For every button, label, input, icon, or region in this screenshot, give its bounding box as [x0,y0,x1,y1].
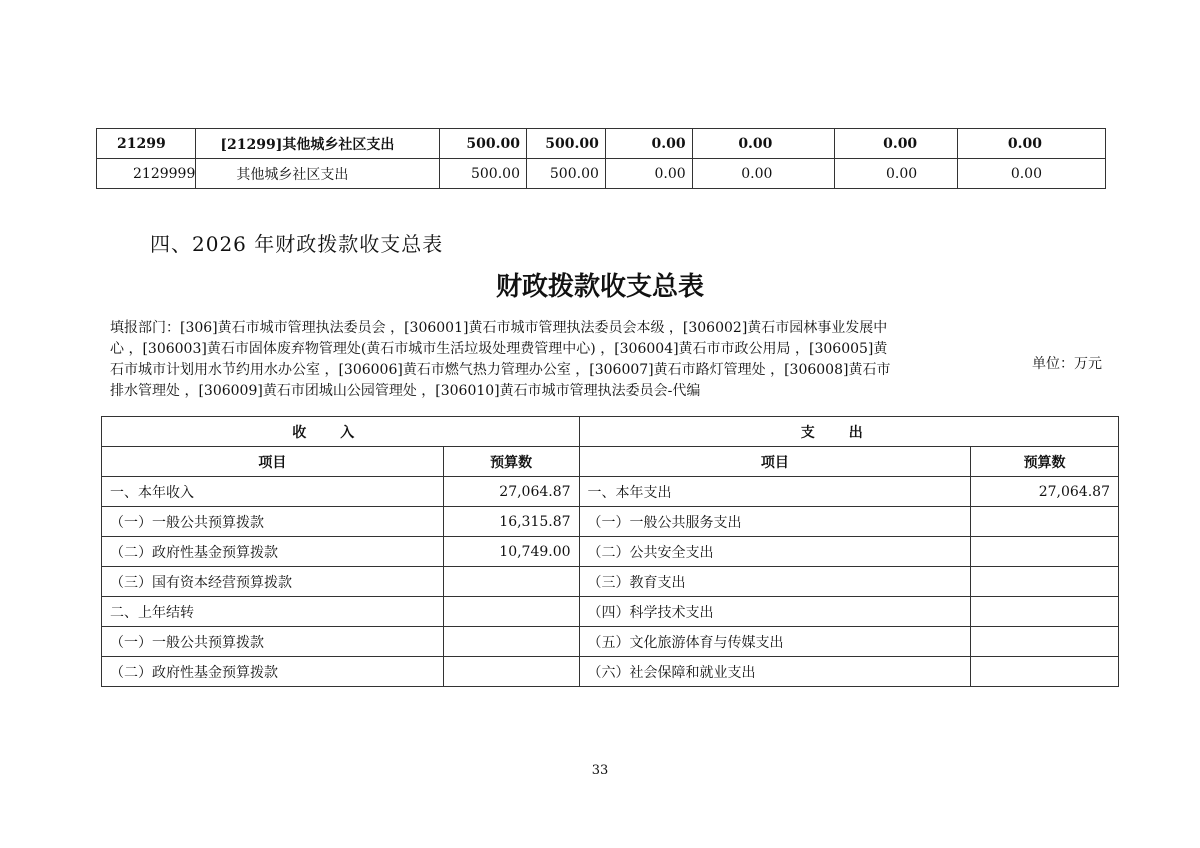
column-header-budget: 预算数 [971,447,1119,477]
expenditure-continuation-table [96,128,1106,189]
expense-item: 一、本年支出 [579,477,971,507]
income-item: （二）政府性基金预算拨款 [102,657,444,687]
table-row [102,597,1119,627]
reporting-department-line: 排水管理处 ，[306009]黄石市团城山公园管理处 ，[306010]黄石市城市管理执法委员会-代编 [110,383,701,399]
income-value [443,567,579,597]
income-value [443,627,579,657]
expense-value [971,507,1119,537]
table-row [102,507,1119,537]
income-item: （一）一般公共预算拨款 [102,627,444,657]
subject-code: 2129999 [97,159,196,189]
income-value: 16,315.87 [443,507,579,537]
expense-item: （二）公共安全支出 [579,537,971,567]
expense-value: 27,064.87 [971,477,1119,507]
table-row [97,129,1106,159]
expense-item: （四）科学技术支出 [579,597,971,627]
income-value: 10,749.00 [443,537,579,567]
expense-item: （一）一般公共服务支出 [579,507,971,537]
expense-value [971,537,1119,567]
value-cell: 500.00 [440,129,527,159]
expense-group-header: 支出 [579,417,1118,447]
reporting-department-line: 石市城市计划用水节约用水办公室 ，[306006]黄石市燃气热力管理办公室 ，[306007]黄石市路灯管理处 ，[306008]黄石市 [110,362,891,378]
expense-value [971,657,1119,687]
value-cell: 500.00 [526,159,605,189]
reporting-department-line: 心 ，[306003]黄石市固体废弃物管理处(黄石市城市生活垃圾处理费管理中心) ，[306004]黄石市市政公用局 ，[306005]黄 [110,341,888,357]
column-header-item: 项目 [579,447,971,477]
income-item: （二）政府性基金预算拨款 [102,537,444,567]
expense-value [971,597,1119,627]
value-cell: 0.00 [692,159,835,189]
table-row [102,537,1119,567]
group-header-row [102,417,1119,447]
value-cell: 0.00 [605,129,692,159]
fiscal-appropriation-summary-table [101,416,1119,687]
column-header-item: 项目 [102,447,444,477]
value-cell: 0.00 [605,159,692,189]
table-row [102,567,1119,597]
income-item: （一）一般公共预算拨款 [102,507,444,537]
expense-value [971,627,1119,657]
expense-item: （三）教育支出 [579,567,971,597]
expense-item: （六）社会保障和就业支出 [579,657,971,687]
income-value [443,657,579,687]
expense-item: （五）文化旅游体育与传媒支出 [579,627,971,657]
value-cell: 500.00 [440,159,527,189]
value-cell: 0.00 [958,159,1106,189]
table-row [102,477,1119,507]
income-item: （三）国有资本经营预算拨款 [102,567,444,597]
subject-code: 21299 [97,129,196,159]
section-heading: 四、2026 年财政拨款收支总表 [150,232,444,256]
table-row [97,159,1106,189]
income-item: 二、上年结转 [102,597,444,627]
value-cell: 0.00 [692,129,835,159]
income-item: 一、本年收入 [102,477,444,507]
unit-label: 单位：万元 [1032,356,1102,372]
income-value [443,597,579,627]
page-number: 33 [591,763,609,778]
page-title: 财政拨款收支总表 [495,272,704,302]
column-header-budget: 预算数 [443,447,579,477]
income-value: 27,064.87 [443,477,579,507]
subject-name: 其他城乡社区支出 [196,159,440,189]
value-cell: 0.00 [835,129,958,159]
table-row [102,657,1119,687]
value-cell: 500.00 [526,129,605,159]
table-row [102,627,1119,657]
reporting-department [110,318,985,402]
value-cell: 0.00 [958,129,1106,159]
value-cell: 0.00 [835,159,958,189]
reporting-department-line: 填报部门：[306]黄石市城市管理执法委员会 ，[306001]黄石市城市管理执法委员会本级 ，[306002]黄石市园林事业发展中 [110,320,888,336]
income-group-header: 收入 [102,417,580,447]
expense-value [971,567,1119,597]
column-header-row [102,447,1119,477]
subject-name: [21299]其他城乡社区支出 [196,129,440,159]
